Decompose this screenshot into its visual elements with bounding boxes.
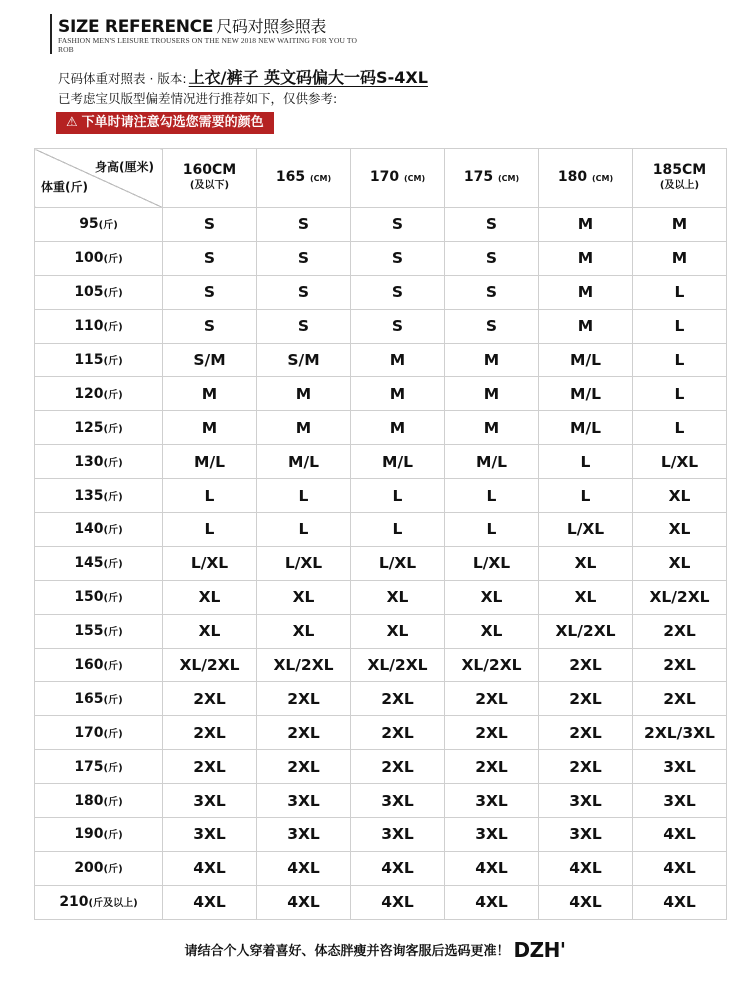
weight-value: 105	[74, 284, 104, 301]
table-body	[35, 208, 727, 920]
weight-value: 160	[74, 657, 104, 674]
height-unit: (CM)	[403, 174, 426, 183]
size-cell: L	[633, 343, 727, 377]
weight-value: 145	[74, 555, 104, 572]
title-en: SIZE REFERENCE	[58, 17, 214, 37]
weight-unit: (斤)	[98, 220, 118, 232]
size-cell: L/XL	[445, 546, 539, 580]
size-cell: M	[351, 377, 445, 411]
height-column-header	[163, 149, 257, 208]
size-cell: S	[257, 208, 351, 242]
title-cn: 尺码对照参照表	[216, 17, 327, 36]
size-cell: L	[163, 479, 257, 513]
size-cell: M	[163, 411, 257, 445]
weight-value: 155	[74, 623, 104, 640]
size-cell: L	[633, 411, 727, 445]
size-cell: L	[351, 513, 445, 547]
weight-value: 95	[79, 216, 99, 233]
weight-cell	[35, 377, 163, 411]
size-cell: XL/2XL	[633, 580, 727, 614]
weight-unit: (斤)	[103, 356, 123, 367]
size-cell: 2XL	[445, 716, 539, 750]
weight-value: 100	[74, 250, 104, 267]
weight-cell	[35, 208, 163, 242]
size-cell: XL	[539, 580, 633, 614]
size-cell: L	[445, 513, 539, 547]
weight-cell	[35, 885, 163, 919]
weight-unit: (斤)	[103, 525, 123, 537]
weight-cell	[35, 648, 163, 682]
warning-icon: ⚠	[66, 115, 78, 130]
recommendation-note: 已考虑宝贝版型偏差情况进行推荐如下，仅供参考:	[58, 91, 338, 106]
weight-unit: (斤)	[103, 593, 123, 605]
size-cell: XL/2XL	[539, 614, 633, 648]
weight-value: 110	[74, 318, 104, 335]
size-cell: 4XL	[257, 885, 351, 919]
weight-unit: (斤)	[103, 254, 123, 266]
size-cell: S	[445, 208, 539, 242]
size-cell: L	[539, 479, 633, 513]
size-cell: M	[163, 377, 257, 411]
size-cell: M	[539, 275, 633, 309]
header-accent-bar	[50, 14, 52, 54]
size-cell: M/L	[539, 411, 633, 445]
size-cell: 3XL	[257, 818, 351, 852]
size-cell: 2XL	[257, 682, 351, 716]
table-row	[35, 479, 727, 513]
size-cell: 4XL	[539, 851, 633, 885]
size-cell: 4XL	[633, 851, 727, 885]
size-chart-table	[34, 148, 727, 920]
weight-cell	[35, 241, 163, 275]
size-cell: 4XL	[633, 885, 727, 919]
weight-unit: (斤)	[103, 423, 123, 435]
height-value: 185CM	[652, 162, 707, 178]
size-cell: M	[445, 377, 539, 411]
size-cell: 3XL	[539, 784, 633, 818]
weight-value: 200	[74, 860, 104, 877]
weight-unit: (斤)	[103, 796, 123, 808]
weight-unit: (斤)	[103, 288, 123, 300]
weight-cell	[35, 614, 163, 648]
size-cell: 3XL	[445, 818, 539, 852]
size-cell: S	[257, 309, 351, 343]
size-cell: XL	[633, 513, 727, 547]
page-title	[58, 14, 326, 37]
size-cell: 2XL	[163, 716, 257, 750]
weight-unit: (斤)	[103, 457, 123, 469]
size-cell: 3XL	[351, 818, 445, 852]
size-cell: M/L	[539, 377, 633, 411]
weight-axis-label: 体重(斤)	[41, 180, 88, 194]
weight-cell	[35, 818, 163, 852]
size-cell: S	[163, 241, 257, 275]
version-highlight: 上衣/裤子 英文码偏大一码S-4XL	[188, 68, 428, 87]
weight-unit: (斤)	[103, 322, 123, 334]
height-unit: (CM)	[591, 174, 614, 183]
size-cell: L	[633, 377, 727, 411]
size-cell: XL	[633, 479, 727, 513]
size-cell: 3XL	[351, 784, 445, 818]
table-corner-cell	[35, 149, 163, 208]
weight-value: 140	[74, 521, 104, 538]
size-cell: XL	[351, 580, 445, 614]
footer-note: 请结合个人穿着喜好、体态胖瘦并咨询客服后选码更准！	[184, 944, 510, 959]
size-cell: S	[445, 309, 539, 343]
weight-value: 210	[59, 894, 89, 911]
size-cell: S/M	[257, 343, 351, 377]
size-cell: 3XL	[163, 784, 257, 818]
size-cell: 4XL	[351, 885, 445, 919]
weight-unit: (斤)	[103, 830, 123, 842]
size-cell: S	[351, 241, 445, 275]
size-cell: 2XL	[633, 614, 727, 648]
size-cell: S	[351, 309, 445, 343]
height-range-note: (及以上)	[659, 180, 700, 191]
weight-unit: (斤)	[103, 661, 123, 673]
size-cell: 2XL	[539, 648, 633, 682]
size-cell: S/M	[163, 343, 257, 377]
weight-unit: (斤)	[103, 864, 123, 876]
size-cell: M	[445, 343, 539, 377]
height-value: 180	[557, 169, 588, 185]
size-cell: S	[351, 208, 445, 242]
size-cell: 3XL	[163, 818, 257, 852]
size-cell: 4XL	[351, 851, 445, 885]
height-column-header	[539, 149, 633, 208]
size-cell: XL	[257, 614, 351, 648]
weight-unit: (斤)	[103, 694, 123, 706]
height-column-header	[257, 149, 351, 208]
size-cell: L/XL	[351, 546, 445, 580]
size-cell: S	[257, 241, 351, 275]
size-cell: M	[539, 241, 633, 275]
size-cell: S	[163, 275, 257, 309]
version-line	[58, 65, 428, 88]
size-cell: M	[539, 309, 633, 343]
height-column-header	[633, 149, 727, 208]
table-row	[35, 445, 727, 479]
size-cell: S	[163, 309, 257, 343]
weight-cell	[35, 411, 163, 445]
weight-value: 170	[74, 724, 104, 741]
weight-value: 135	[74, 487, 104, 504]
size-cell: S	[351, 275, 445, 309]
size-cell: XL	[163, 580, 257, 614]
size-cell: M/L	[351, 445, 445, 479]
size-cell: 4XL	[633, 818, 727, 852]
weight-cell	[35, 309, 163, 343]
size-cell: 2XL	[633, 648, 727, 682]
weight-value: 165	[74, 690, 104, 707]
version-label: 尺码体重对照表 · 版本:	[58, 71, 187, 86]
size-cell: XL/2XL	[445, 648, 539, 682]
size-cell: XL	[633, 546, 727, 580]
size-cell: 3XL	[539, 818, 633, 852]
weight-unit: (斤及以上)	[88, 898, 138, 910]
weight-cell	[35, 716, 163, 750]
size-cell: M	[351, 343, 445, 377]
warning-text: 下单时请注意勾选您需要的颜色	[81, 115, 264, 130]
height-value: 170	[369, 169, 400, 185]
table-row	[35, 885, 727, 919]
page-subtitle: FASHION MEN'S LEISURE TROUSERS ON THE NEW 2018 NEW WAITING FOR YOU TO ROB	[58, 36, 357, 54]
size-cell: 2XL	[257, 750, 351, 784]
table-row	[35, 513, 727, 547]
size-cell: 2XL/3XL	[633, 716, 727, 750]
size-cell: L/XL	[163, 546, 257, 580]
size-cell: L	[633, 275, 727, 309]
weight-cell	[35, 682, 163, 716]
size-cell: XL	[351, 614, 445, 648]
weight-unit: (斤)	[103, 491, 123, 503]
size-cell: M	[539, 208, 633, 242]
size-cell: L/XL	[633, 445, 727, 479]
size-cell: 2XL	[257, 716, 351, 750]
size-cell: 2XL	[163, 682, 257, 716]
size-cell: S	[445, 241, 539, 275]
size-cell: 3XL	[633, 750, 727, 784]
size-cell: M	[257, 411, 351, 445]
size-cell: L	[257, 513, 351, 547]
weight-cell	[35, 851, 163, 885]
weight-cell	[35, 580, 163, 614]
size-cell: XL	[445, 580, 539, 614]
weight-cell	[35, 513, 163, 547]
weight-cell	[35, 275, 163, 309]
height-column-header	[351, 149, 445, 208]
size-cell: XL/2XL	[351, 648, 445, 682]
size-cell: L	[633, 309, 727, 343]
height-value: 160CM	[182, 162, 237, 178]
size-cell: L	[351, 479, 445, 513]
weight-value: 190	[74, 826, 104, 843]
size-cell: 2XL	[539, 750, 633, 784]
table-row	[35, 614, 727, 648]
size-cell: XL/2XL	[257, 648, 351, 682]
height-range-note: (及以下)	[189, 180, 230, 191]
color-warning-banner	[56, 112, 274, 134]
table-row	[35, 343, 727, 377]
size-cell: M	[633, 241, 727, 275]
size-cell: M	[257, 377, 351, 411]
weight-unit: (斤)	[103, 559, 123, 571]
size-cell: 2XL	[351, 750, 445, 784]
weight-value: 115	[74, 352, 104, 368]
table-row	[35, 580, 727, 614]
table-row	[35, 275, 727, 309]
size-cell: 4XL	[445, 885, 539, 919]
table-row	[35, 818, 727, 852]
size-cell: L	[257, 479, 351, 513]
table-row	[35, 716, 727, 750]
size-cell: 2XL	[351, 716, 445, 750]
height-column-header	[445, 149, 539, 208]
height-value: 175	[463, 169, 494, 185]
weight-unit: (斤)	[103, 627, 123, 639]
size-cell: L	[445, 479, 539, 513]
weight-unit: (斤)	[103, 762, 123, 774]
size-cell: 4XL	[163, 885, 257, 919]
weight-value: 175	[74, 758, 104, 775]
weight-value: 125	[74, 419, 104, 436]
weight-cell	[35, 750, 163, 784]
weight-cell	[35, 343, 163, 377]
size-cell: XL	[257, 580, 351, 614]
table-row	[35, 682, 727, 716]
weight-cell	[35, 546, 163, 580]
size-cell: 4XL	[445, 851, 539, 885]
size-cell: 2XL	[163, 750, 257, 784]
size-cell: M	[351, 411, 445, 445]
table-row	[35, 241, 727, 275]
size-cell: L/XL	[257, 546, 351, 580]
height-unit: (CM)	[309, 174, 332, 183]
size-cell: XL	[163, 614, 257, 648]
weight-cell	[35, 784, 163, 818]
size-cell: M/L	[163, 445, 257, 479]
size-cell: L	[539, 445, 633, 479]
size-cell: L	[163, 513, 257, 547]
size-cell: 4XL	[257, 851, 351, 885]
footer	[0, 938, 750, 962]
weight-unit: (斤)	[103, 389, 123, 401]
size-cell: XL	[539, 546, 633, 580]
weight-value: 120	[74, 385, 104, 402]
table-row	[35, 546, 727, 580]
brand-logo: DZH'	[513, 938, 566, 962]
size-cell: 3XL	[445, 784, 539, 818]
size-cell: S	[445, 275, 539, 309]
table-row	[35, 377, 727, 411]
weight-cell	[35, 479, 163, 513]
size-cell: 3XL	[257, 784, 351, 818]
weight-value: 150	[74, 589, 104, 606]
size-cell: S	[257, 275, 351, 309]
size-cell: 4XL	[539, 885, 633, 919]
size-cell: M	[445, 411, 539, 445]
size-cell: 2XL	[633, 682, 727, 716]
table-row	[35, 208, 727, 242]
weight-value: 130	[74, 453, 104, 470]
table-row	[35, 648, 727, 682]
weight-value: 180	[74, 792, 104, 809]
size-cell: M/L	[539, 343, 633, 377]
size-cell: XL	[445, 614, 539, 648]
table-row	[35, 750, 727, 784]
size-cell: L/XL	[539, 513, 633, 547]
table-row	[35, 309, 727, 343]
size-cell: 2XL	[445, 750, 539, 784]
size-cell: S	[163, 208, 257, 242]
size-cell: 2XL	[445, 682, 539, 716]
size-cell: XL/2XL	[163, 648, 257, 682]
weight-unit: (斤)	[103, 728, 123, 740]
height-value: 165	[275, 169, 306, 185]
table-row	[35, 411, 727, 445]
height-axis-label: 身高(厘米)	[95, 160, 154, 174]
size-cell: 3XL	[633, 784, 727, 818]
height-unit: (CM)	[497, 174, 520, 183]
size-cell: M/L	[257, 445, 351, 479]
table-row	[35, 784, 727, 818]
size-cell: 2XL	[351, 682, 445, 716]
size-cell: 2XL	[539, 682, 633, 716]
weight-cell	[35, 445, 163, 479]
size-cell: 4XL	[163, 851, 257, 885]
size-cell: M	[633, 208, 727, 242]
table-row	[35, 851, 727, 885]
table-header-row	[35, 149, 727, 208]
size-cell: 2XL	[539, 716, 633, 750]
size-cell: M/L	[445, 445, 539, 479]
